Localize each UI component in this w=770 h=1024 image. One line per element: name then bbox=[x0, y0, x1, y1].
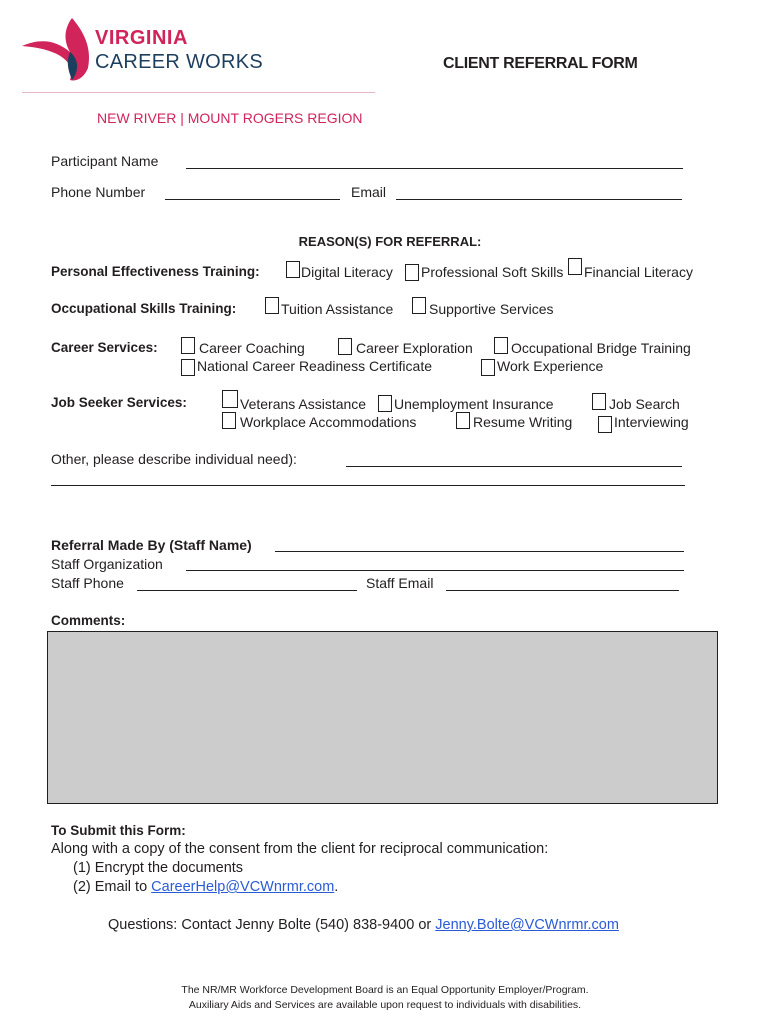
referral-made-by-label: Referral Made By (Staff Name) bbox=[51, 537, 252, 553]
referral-made-by-field[interactable] bbox=[275, 551, 684, 552]
participant-name-label: Participant Name bbox=[51, 153, 159, 169]
checkbox-tuition-assistance[interactable] bbox=[265, 297, 279, 314]
option-supportive-services: Supportive Services bbox=[429, 301, 554, 317]
checkbox-work-experience[interactable] bbox=[481, 359, 495, 376]
checkbox-career-coaching[interactable] bbox=[181, 337, 195, 354]
questions-prefix: Questions: Contact Jenny Bolte (540) 838-9400 or bbox=[108, 917, 436, 933]
phone-number-label: Phone Number bbox=[51, 184, 146, 200]
logo-title-career-works: CAREER WORKS bbox=[95, 51, 264, 73]
occupational-skills-label: Occupational Skills Training: bbox=[51, 301, 237, 316]
questions-contact bbox=[108, 917, 619, 934]
staff-phone-label: Staff Phone bbox=[51, 575, 124, 591]
option-work-experience: Work Experience bbox=[497, 358, 604, 374]
staff-email-field[interactable] bbox=[446, 590, 679, 591]
participant-name-field[interactable] bbox=[186, 168, 683, 169]
option-tuition-assistance: Tuition Assistance bbox=[281, 301, 394, 317]
footer-auxiliary-aids: Auxiliary Aids and Services are available upon request to individuals with disabilities. bbox=[188, 999, 582, 1011]
form-title: CLIENT REFERRAL FORM bbox=[443, 55, 638, 72]
logo-title-virginia: VIRGINIA bbox=[95, 27, 188, 49]
checkbox-veterans-assistance[interactable] bbox=[222, 390, 238, 408]
submit-step-2 bbox=[73, 879, 338, 896]
option-unemployment-insurance: Unemployment Insurance bbox=[394, 396, 554, 412]
option-financial-literacy: Financial Literacy bbox=[584, 264, 693, 280]
virginia-career-works-logo-icon bbox=[22, 18, 94, 82]
footer-eeo-statement: The NR/MR Workforce Development Board is an Equal Opportunity Employer/Program. bbox=[181, 984, 589, 996]
phone-number-field[interactable] bbox=[165, 199, 340, 200]
submit-step-2-suffix: . bbox=[334, 879, 339, 895]
submit-intro: Along with a copy of the consent from the client for reciprocal communication: bbox=[51, 841, 549, 857]
checkbox-career-exploration[interactable] bbox=[338, 338, 352, 355]
checkbox-occupational-bridge-training[interactable] bbox=[494, 337, 508, 354]
checkbox-resume-writing[interactable] bbox=[456, 412, 470, 429]
careerhelp-email-link[interactable]: CareerHelp@VCWnrmr.com bbox=[151, 879, 335, 895]
job-seeker-services-label: Job Seeker Services: bbox=[51, 395, 187, 410]
staff-organization-field[interactable] bbox=[186, 570, 684, 571]
staff-phone-field[interactable] bbox=[137, 590, 357, 591]
header-divider bbox=[22, 92, 375, 93]
staff-email-label: Staff Email bbox=[366, 575, 434, 591]
option-digital-literacy: Digital Literacy bbox=[301, 264, 393, 280]
option-career-coaching: Career Coaching bbox=[199, 340, 305, 356]
submit-step-1: (1) Encrypt the documents bbox=[73, 860, 244, 876]
submit-heading: To Submit this Form: bbox=[51, 823, 186, 838]
region-name: NEW RIVER | MOUNT ROGERS REGION bbox=[97, 110, 363, 126]
option-occupational-bridge-training: Occupational Bridge Training bbox=[511, 340, 691, 356]
checkbox-financial-literacy[interactable] bbox=[568, 258, 582, 275]
checkbox-workplace-accommodations[interactable] bbox=[222, 412, 236, 429]
option-job-search: Job Search bbox=[609, 396, 680, 412]
option-national-career-readiness: National Career Readiness Certificate bbox=[197, 358, 432, 374]
comments-label: Comments: bbox=[51, 613, 126, 628]
other-need-field[interactable] bbox=[346, 466, 682, 467]
other-need-field-line2[interactable] bbox=[51, 485, 685, 486]
option-resume-writing: Resume Writing bbox=[473, 414, 573, 430]
checkbox-unemployment-insurance[interactable] bbox=[378, 395, 392, 412]
option-professional-soft-skills: Professional Soft Skills bbox=[421, 264, 564, 280]
checkbox-job-search[interactable] bbox=[592, 393, 606, 410]
personal-effectiveness-label: Personal Effectiveness Training: bbox=[51, 264, 260, 279]
checkbox-professional-soft-skills[interactable] bbox=[405, 264, 419, 281]
checkbox-national-career-readiness[interactable] bbox=[181, 359, 195, 376]
option-workplace-accommodations: Workplace Accommodations bbox=[240, 414, 417, 430]
option-interviewing: Interviewing bbox=[614, 414, 689, 430]
checkbox-supportive-services[interactable] bbox=[412, 297, 426, 314]
other-need-label: Other, please describe individual need): bbox=[51, 451, 297, 467]
option-veterans-assistance: Veterans Assistance bbox=[240, 396, 367, 412]
submit-step-2-prefix: (2) Email to bbox=[73, 879, 152, 895]
checkbox-interviewing[interactable] bbox=[598, 416, 612, 433]
checkbox-digital-literacy[interactable] bbox=[286, 261, 300, 278]
option-career-exploration: Career Exploration bbox=[356, 340, 473, 356]
comments-textarea[interactable] bbox=[47, 631, 718, 804]
email-label: Email bbox=[351, 184, 387, 200]
reasons-heading: REASON(S) FOR REFERRAL: bbox=[298, 234, 482, 249]
career-services-label: Career Services: bbox=[51, 340, 158, 355]
staff-organization-label: Staff Organization bbox=[51, 556, 163, 572]
jenny-bolte-email-link[interactable]: Jenny.Bolte@VCWnrmr.com bbox=[435, 917, 619, 933]
email-field[interactable] bbox=[396, 199, 682, 200]
